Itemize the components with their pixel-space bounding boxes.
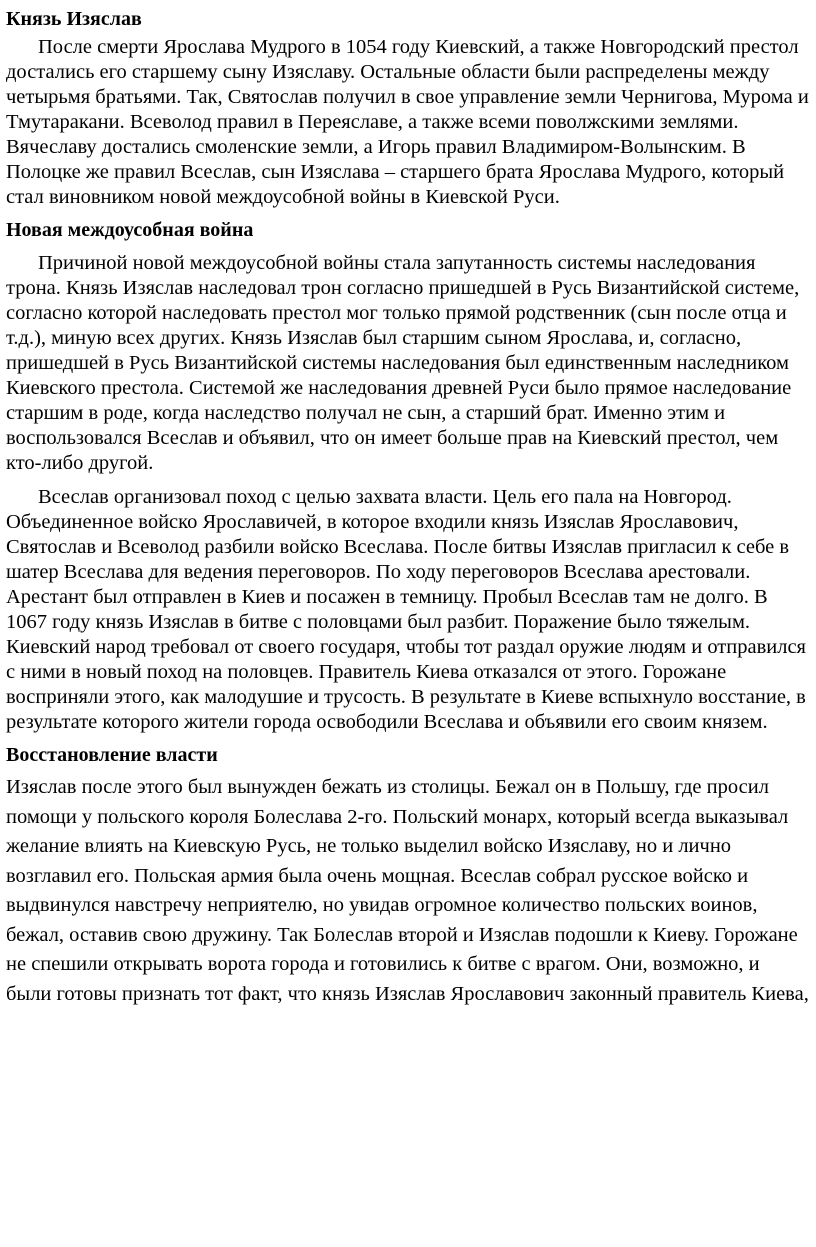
paragraph-war-cause: Причиной новой междоусобной войны стала запутанность системы наследования трона. Князь Изяслав наследовал трон согласно пришедшей в Русь Византийской системе, согласно которой наследовать престол мог только прямой родственник (сын после отца и т.д.), миную всех других. Князь Изяслав был старшим сыном Ярослава, и, согласно, пришедшей в Русь Византийской системы наследования был единственным наследником Киевского престола. Системой же наследования древней Руси было прямое наследование старшим в роде, когда наследство получал не сын, а старший брат. Именно этим и воспользовался Всеслав и объявил, что он имеет больше прав на Киевский престол, чем кто-либо другой. [6, 252, 800, 474]
section-heading-restoration: Восстановление власти [6, 744, 218, 766]
section-heading-prince-izyaslav: Князь Изяслав [6, 8, 142, 30]
section-heading-new-war: Новая междоусобная война [6, 219, 254, 241]
paragraph-vseslav-campaign: Всеслав организовал поход с целью захвата власти. Цель его пала на Новгород. Объединенное войско Ярославичей, в которое входили князь Изяслав Ярославович, Святослав и Всеволод разбили войско Всеслава. После битвы Изяслав пригласил к себе в шатер Всеслава для ведения переговоров. По ходу переговоров Всеслава арестовали. Арестант был отправлен в Киев и посажен в темницу. Пробыл Всеслав там не долго. В 1067 году князь Изяслав в битве с половцами был разбит. Поражение было тяжелым. Киевский народ требовал от своего государя, чтобы тот раздал оружие людям и отправился с ними в новый поход на половцев. Правитель Киева отказался от этого. Горожане восприняли этого, как малодушие и трусость. В результате в Киеве вспыхнуло восстание, в результате которого жители города освободили Всеслава и объявили его своим князем. [6, 486, 806, 733]
paragraph-succession: После смерти Ярослава Мудрого в 1054 году Киевский, а также Новгородский престол достались его старшему сыну Изяславу. Остальные области были распределены между четырьмя братьями. Так, Святослав получил в свое управление земли Чернигова, Мурома и Тмутаракани. Всеволод правил в Переяславе, а также всеми поволжскими землями. Вячеславу достались смоленские земли, а Игорь правил Владимиром-Волынским. В Полоцке же правил Всеслав, сын Изяслава – старшего брата Ярослава Мудрого, который стал виновником новой междоусобной войны в Киевской Руси. [6, 36, 809, 208]
paragraph-restoration: Изяслав после этого был вынужден бежать из столицы. Бежал он в Польшу, где просил помощи у польского короля Болеслава 2-го. Польский монарх, который всегда выказывал желание влиять на Киевскую Русь, не только выделил войско Изяславу, но и лично возглавил его. Польская армия была очень мощная. Всеслав собрал русское войско и выдвинулся навстречу неприятелю, но увидав огромное количество польских воинов, бежал, оставив свою дружину. Так Болеслав второй и Изяслав подошли к Киеву. Горожане не спешили открывать ворота города и готовились к битве с врагом. Они, возможно, и были готовы признать тот факт, что князь Изяслав Ярославович законный правитель Киева, [6, 776, 809, 1005]
